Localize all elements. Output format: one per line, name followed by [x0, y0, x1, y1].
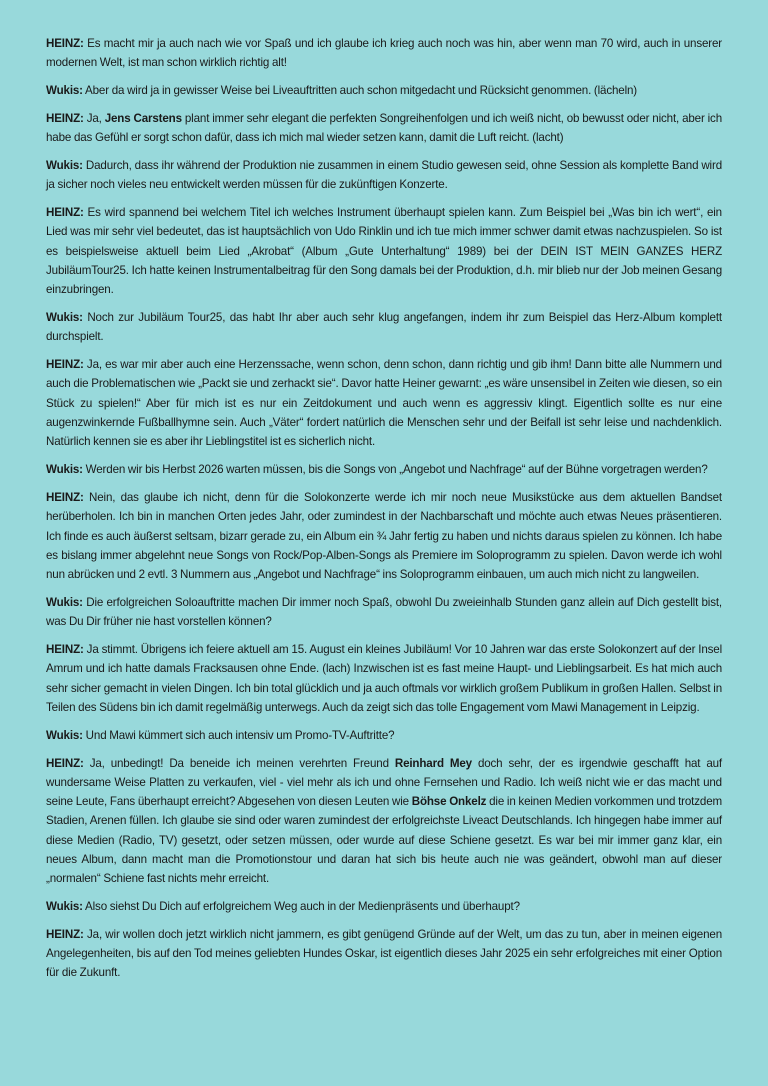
- paragraph-text: Ja, es war mir aber auch eine Herzenssache, wenn schon, denn schon, dann richtig und gib ihm! Dann bitte alle Nummern und auch die Problematischen wie „Packt sie und zerhackt sie“. Davor hatte Heiner gewarnt: „es wäre unsensibel in Zeiten wie diesen, so ein Stück zu spielen!“ Aber für mich ist es nur ein Zeitdokument und auch wenn es aggressiv klingt. Eigentlich sollte es nur eine augenzwinkernde Fußballhymne sein. Auch „Väter“ fordert natürlich die Menschen sehr und der Beifall ist sehr leise und nachdenklich. Natürlich kennen sie es aber ihr Lieblingstitel ist es sicherlich nicht.: [46, 358, 722, 449]
- paragraph-text: Ja stimmt. Übrigens ich feiere aktuell am 15. August ein kleines Jubiläum! Vor 10 Jahren war das erste Solokonzert auf der Insel Amrum und ich hatte damals Fracksausen ohne Ende. (lach) Inzwischen ist es fast meine Haupt- und Lieblingsarbeit. Es hat mich auch sehr sicher gemacht in vielen Dingen. Ich bin total glücklich und ja auch oftmals vor wirklich großem Publikum in großen Hallen. Selbst in Teilen des Südens bin ich damit regelmäßig unterwegs. Auch da zeigt sich das tolle Engagement vom Mawi Management in Leipzig.: [46, 643, 722, 714]
- paragraph-text: die in keinen Medien vorkommen und trotzdem Stadien, Arenen füllen. Ich glaube sie sind oder waren zumindest der erfolgreichste Liveact Deutschlands. Ich hingegen habe immer auf diese Medien (Radio, TV) gesetzt, oder setzen müssen, oder wurde auf diese Schiene gesetzt. Es war bei mir immer ganz klar, ein neues Album, dann macht man die Promotionstour und daran hat sich bis heute auch nie was geändert, obwohl man auf dieser „normalen“ Schiene fast nichts mehr erreicht.: [46, 795, 722, 886]
- speaker-label: HEINZ:: [46, 37, 84, 50]
- answer-paragraph: [46, 203, 722, 299]
- paragraph-text: Und Mawi kümmert sich auch intensiv um Promo-TV-Auftritte?: [82, 728, 395, 742]
- speaker-label: Wukis:: [46, 84, 83, 98]
- question-paragraph: [46, 308, 722, 347]
- speaker-label: Wukis:: [46, 900, 83, 914]
- speaker-label: HEINZ:: [46, 756, 84, 770]
- question-paragraph: [46, 156, 722, 195]
- speaker-label: Wukis:: [46, 311, 83, 325]
- answer-paragraph: [46, 925, 722, 983]
- highlighted-name: Böhse Onkelz: [411, 795, 487, 809]
- paragraph-text: doch sehr, der es irgendwie geschafft hat auf wundersame Weise Platten zu verkaufen, viel - viel mehr als ich und ohne Fernsehen und Radio. Ich weiß nicht wie er das macht und seine Leute, Fans überhaupt erreicht? Abgesehen von diesen Leuten wie: [46, 756, 722, 809]
- question-paragraph: [46, 460, 722, 479]
- answer-paragraph: [46, 488, 722, 584]
- speaker-label: HEINZ:: [46, 927, 84, 941]
- answer-paragraph: [46, 640, 722, 717]
- speaker-label: Wukis:: [46, 463, 83, 477]
- paragraph-text: Dadurch, dass ihr während der Produktion nie zusammen in einem Studio gewesen seid, ohne Session als komplette Band wird ja sicher noch vieles neu entwickelt werden müssen für die zukünftigen Konzerte.: [46, 158, 722, 192]
- question-paragraph: [46, 726, 722, 745]
- speaker-label: Wukis:: [46, 158, 83, 172]
- answer-paragraph: [46, 109, 722, 148]
- paragraph-text: Es macht mir ja auch nach wie vor Spaß und ich glaube ich krieg auch noch was hin, aber wenn man 70 wird, auch in unserer modernen Welt, ist man schon wirklich richtig alt!: [46, 37, 722, 70]
- paragraph-text: Ja, wir wollen doch jetzt wirklich nicht jammern, es gibt genügend Gründe auf der Welt, um das zu tun, aber in meinen eigenen Angelegenheiten, bis auf den Tod meines geliebten Hundes Oskar, ist eigentlich dieses Jahr 2025 ein sehr erfolgreiches mit einer Option für die Zukunft.: [46, 927, 722, 980]
- speaker-label: HEINZ:: [46, 490, 84, 504]
- answer-paragraph: [46, 754, 722, 889]
- highlighted-name: Reinhard Mey: [394, 756, 472, 770]
- paragraph-text: Ja, unbedingt! Da beneide ich meinen verehrten Freund: [83, 756, 395, 770]
- answer-paragraph: [46, 355, 722, 451]
- paragraph-text: Aber da wird ja in gewisser Weise bei Liveauftritten auch schon mitgedacht und Rücksicht genommen. (lächeln): [82, 84, 638, 98]
- paragraph-text: Ja,: [83, 111, 105, 125]
- speaker-label: HEINZ:: [46, 206, 84, 220]
- speaker-label: Wukis:: [46, 728, 83, 742]
- answer-paragraph: [46, 34, 722, 73]
- paragraph-text: Die erfolgreichen Soloauftritte machen Dir immer noch Spaß, obwohl Du zweieinhalb Stunden ganz allein auf Dich gestellt bist, was Du Dir früher nie hast vorstellen können?: [46, 595, 722, 629]
- highlighted-name: Jens Carstens: [104, 111, 182, 125]
- speaker-label: HEINZ:: [46, 643, 84, 657]
- paragraph-text: Nein, das glaube ich nicht, denn für die Solokonzerte werde ich mir noch neue Musikstücke aus dem aktuellen Bandset herüberholen. Ich bin in manchen Orten jedes Jahr, oder zumindest in der Nachbarschaft und möchte auch etwas Neues präsentieren. Ich finde es auch äußerst seltsam, bizarr gerade zu, ein Album ein ¾ Jahr fertig zu haben und nichts daraus spielen zu können. Ich habe es bislang immer abgelehnt neue Songs von Rock/Pop-Alben-Songs als Premiere im Soloprogramm zu spielen. Davon werde ich wohl nun abrücken und 2 evtl. 3 Nummern aus „Angebot und Nachfrage“ ins Soloprogramm einbauen, um auch mich nicht zu langweilen.: [46, 490, 722, 582]
- question-paragraph: [46, 897, 722, 916]
- paragraph-text: Es wird spannend bei welchem Titel ich welches Instrument überhaupt spielen kann. Zum Beispiel bei „Was bin ich wert“, ein Lied was mir sehr viel bedeutet, das ist hauptsächlich von Udo Rinklin und ich tue mich immer schwer damit etwas nachzuspielen. So ist es beispielsweise aktuell beim Lied „Akrobat“ (Album „Gute Unterhaltung“ 1989) bei der DEIN IST MEIN GANZES HERZ JubiläumTour25. Ich hatte keinen Instrumentalbeitrag für den Song damals bei der Produktion, d.h. mir blieb nur der Job meinen Gesang einzubringen.: [46, 206, 722, 297]
- paragraph-text: plant immer sehr elegant die perfekten Songreihenfolgen und ich weiß nicht, ob bewusst oder nicht, aber ich habe das Gefühl er sorgt schon dafür, dass ich mich mal wieder setzen kann, damit die Luft reicht. (lacht): [46, 111, 723, 145]
- speaker-label: HEINZ:: [46, 358, 84, 372]
- question-paragraph: [46, 593, 722, 632]
- paragraph-text: Also siehst Du Dich auf erfolgreichem Weg auch in der Medienpräsents und überhaupt?: [82, 900, 520, 914]
- interview-transcript: [46, 34, 722, 983]
- question-paragraph: [46, 81, 722, 100]
- paragraph-text: Werden wir bis Herbst 2026 warten müssen, bis die Songs von „Angebot und Nachfrage“ auf der Bühne vorgetragen werden?: [82, 463, 708, 477]
- speaker-label: HEINZ:: [46, 111, 84, 125]
- paragraph-text: Noch zur Jubiläum Tour25, das habt Ihr aber auch sehr klug angefangen, indem ihr zum Beispiel das Herz-Album komplett durchspielt.: [46, 311, 722, 344]
- speaker-label: Wukis:: [46, 595, 83, 609]
